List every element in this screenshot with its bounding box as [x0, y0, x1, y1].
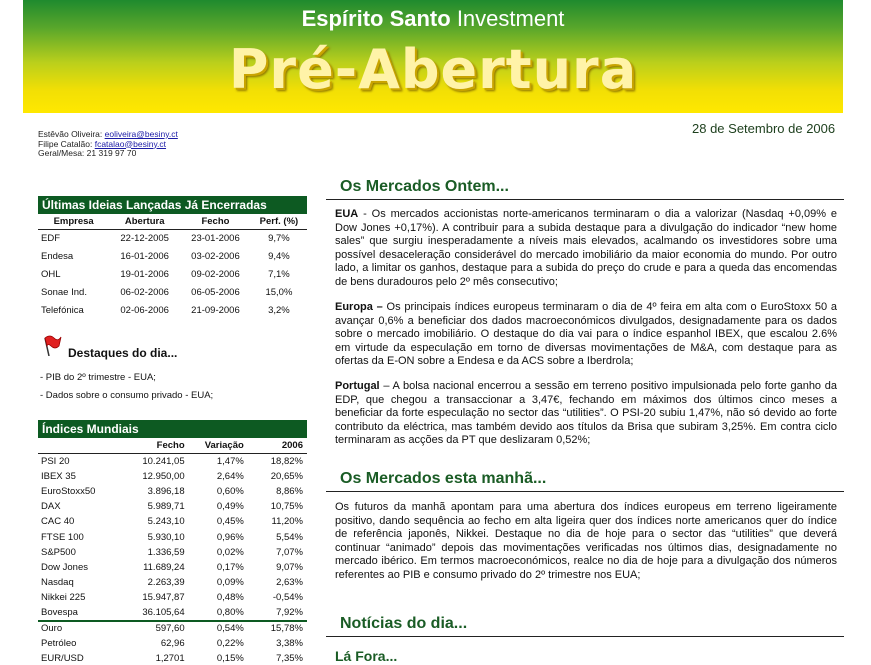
highlights-title: Destaques do dia... [68, 346, 178, 360]
highlight-item: - Dados sobre o consumo privado - EUA; [40, 390, 214, 401]
table-row: FTSE 100 5.930,10 0,96% 5,54% [41, 531, 303, 543]
table-row: Sonae Ind. 06-02-2006 06-05-2006 15,0% [41, 287, 293, 298]
ideas-table [38, 214, 307, 320]
table-row: PSI 20 10.241,05 1,47% 18,82% [41, 455, 303, 467]
column-header: Abertura [109, 214, 180, 230]
section-title-news: Notícias do dia... [340, 615, 468, 632]
section-title-markets-morning: Os Mercados esta manhã... [340, 470, 547, 487]
column-header: Empresa [38, 214, 109, 230]
paragraph-europa: Europa – Os principais índices europeus terminaram o dia de 4º feira em alta com o EuroStoxx 50 a avançar 0,6% a beneficiar dos dados macroeconómicos divulgados, designadamente para os dados sobre o mercado imobiliário. O destaque do dia vai para o índice espanhol IBEX, que escalou 2.6% em virtude da especulação em torno de diversas movimentações de M&A, com destaque para as ofertas da E-ON sobre a Endesa e da ACS sobre a Iberdrola; [335, 301, 837, 367]
paragraph-portugal: Portugal – A bolsa nacional encerrou a sessão em terreno positivo impulsionada pelo forte ganho da EDP, que chegou a transaccionar a 3,47€, fechando em máximos dos últimos cinco meses a beneficiar da forte especulação no sector das “utilities”. O PSI-20 subiu 1,47%, não só devido ao forte contributo da eléctrica, mas também devido aos títulos da Brisa que subiram 3,25%. Em contra ciclo terminaram as acções da PT que deslizaram 0,52%; [335, 380, 837, 446]
column-header [38, 438, 129, 454]
table-row: EDF 22-12-2005 23-01-2006 9,7% [41, 233, 290, 245]
email-link[interactable]: fcatalao@besiny.ct [94, 138, 167, 149]
paragraph-morning: Os futuros da manhã apontam para uma abertura dos índices europeus em terreno ligeiramente positivo, dando sequência ao fecho em alta ligeira quer dos índices norte americanos quer do índice de referência japonês, Nikkei. Destaque no dia de hoje para o sector das “utilities” que deverá continuar “animado” depois das movimentações verificadas nos últimos dias, designadamente no mercado ibérico. Em termos macroeconómicos, realce no dia de hoje para a divulgação dos números referentes ao PIB e consumo privado do 2º trimestre nos EUA; [335, 501, 837, 581]
column-header: Fecho [129, 438, 188, 454]
paragraph-eua: EUA - Os mercados accionistas norte-americanos terminaram o dia a valorizar (Nasdaq +0,09% e Dow Jones +0,17%). A contribuir para a subida destaque para a divulgação do indicador “new home sales” que surgiu inesperadamente a níveis mais elevados, acalmando os investidores sobre uma possível desaceleração considerável do mercado imobiliário da maior economia do mundo. Por outro lado, a limitar os ganhos, destaque para a subida do preço do crude e para a queda das encomendas de bens duradouros pelo 2º mês consecutivo; [335, 208, 837, 288]
table-row: EuroStoxx50 3.896,18 0,60% 8,86% [41, 485, 303, 497]
column-header: Variação [189, 438, 248, 454]
contacts-block [38, 130, 178, 159]
divider [326, 491, 844, 492]
flag-icon [40, 334, 62, 356]
table-row: Telefónica 02-06-2006 21-09-2006 3,2% [41, 305, 290, 316]
table-row: Nikkei 225 15.947,87 0,48% -0,54% [41, 592, 303, 604]
table-row: Petróleo 62,96 0,22% 3,38% [41, 637, 303, 649]
table-row: EUR/USD 1,2701 0,15% 7,35% [41, 653, 303, 665]
indices-table [38, 438, 307, 665]
section-title-markets-yesterday: Os Mercados Ontem... [340, 178, 509, 195]
email-link[interactable]: eoliveira@besiny.ct [104, 129, 178, 139]
ideas-panel [38, 196, 307, 320]
column-header: Fecho [180, 214, 251, 230]
indices-title: Índices Mundiais [38, 420, 307, 438]
table-row: DAX 5.989,71 0,49% 10,75% [41, 501, 303, 513]
ideas-title: Últimas Ideias Lançadas Já Encerradas [38, 196, 307, 214]
subsection-title-abroad: Lá Fora... [335, 648, 398, 664]
table-row: Nasdaq 2.263,39 0,09% 2,63% [41, 577, 303, 589]
contact-line: Geral/Mesa: 21 319 97 70 [38, 148, 137, 158]
divider [326, 199, 844, 200]
divider [326, 636, 844, 637]
brand-name: Espírito Santo Investment [301, 6, 565, 31]
page-title: Pré-Abertura [228, 38, 638, 101]
contact-line: Filipe Catalão: fcatalao@besiny.ct [38, 138, 167, 149]
contact-line: Estêvão Oliveira: eoliveira@besiny.ct [38, 129, 178, 139]
column-header: 2006 [248, 438, 307, 454]
table-row: Endesa 16-01-2006 03-02-2006 9,4% [41, 251, 290, 262]
report-date: 28 de Setembro de 2006 [692, 121, 836, 136]
column-header: Perf. (%) [251, 214, 307, 230]
header-banner [23, 0, 843, 113]
table-row: CAC 40 5.243,10 0,45% 11,20% [41, 516, 303, 528]
table-row: Ouro 597,60 0,54% 15,78% [38, 621, 307, 636]
table-row: Bovespa 36.105,64 0,80% 7,92% [41, 606, 303, 618]
table-row: OHL 19-01-2006 09-02-2006 7,1% [41, 269, 290, 280]
table-row: S&P500 1.336,59 0,02% 7,07% [41, 546, 303, 558]
highlight-item: - PIB do 2º trimestre - EUA; [40, 372, 156, 383]
table-row: IBEX 35 12.950,00 2,64% 20,65% [41, 470, 303, 482]
indices-panel [38, 420, 307, 665]
table-row: Dow Jones 11.689,24 0,17% 9,07% [41, 561, 303, 573]
